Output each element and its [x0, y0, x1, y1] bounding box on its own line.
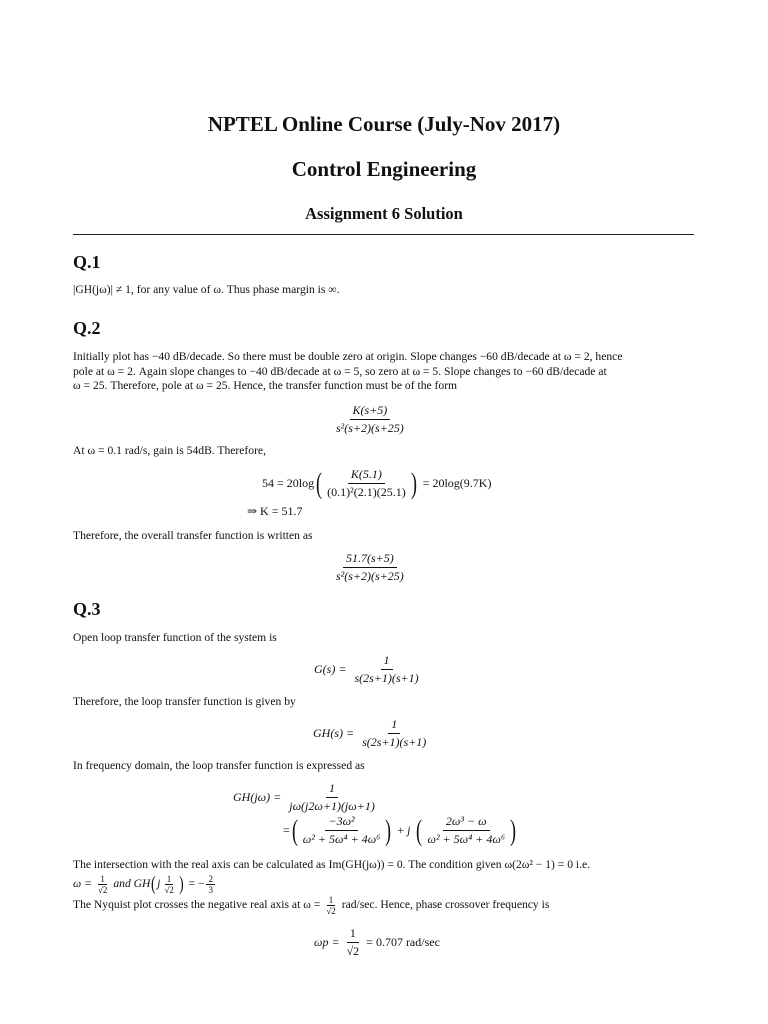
q2-heading: Q.2 — [73, 318, 101, 338]
q2-paragraph-3: Therefore, the overall transfer function is written as — [73, 529, 313, 542]
assignment-title: Assignment 6 Solution — [305, 204, 463, 223]
q3-line-4a: The intersection with the real axis can be calculated as Im(GH(jω)) = 0. The condition given ω(2ω² − 1) = 0 i.e. — [73, 858, 591, 871]
q3-gh-lhs: GH(s) = — [313, 726, 355, 740]
q2-transfer-function — [333, 403, 407, 436]
q3-omega-eq: ω = — [73, 876, 92, 890]
q2-eq-rhs: = 20log(9.7K) — [422, 476, 492, 490]
q3-result-den: 3 — [208, 884, 213, 895]
q2-final-numerator: 51.7(s+5) — [343, 551, 397, 568]
q3-open-loop-tf — [314, 653, 422, 686]
q2-eq-numerator: K(5.1) — [348, 467, 385, 484]
q2-eq-denominator: (0.1)²(2.1)(25.1) — [327, 485, 406, 499]
q3-gh-arg-num: 1 — [166, 873, 172, 884]
q3-crossover-num: 1 — [328, 894, 334, 905]
q3-loop-tf — [313, 717, 429, 750]
q2-line-1: Initially plot has −40 dB/decade. So there must be double zero at origin. Slope changes −60 dB/decade at ω = 2, hence — [73, 350, 623, 363]
q2-tf-numerator: K(s+5) — [350, 403, 391, 420]
q3-paragraph-2: Therefore, the loop transfer function is given by — [73, 695, 296, 708]
q3-omega-fraction — [96, 874, 109, 895]
q3-wp-numerator: 1 — [347, 926, 359, 943]
q3-paragraph-3: In frequency domain, the loop transfer function is expressed as — [73, 759, 365, 772]
q3-freq-tf — [233, 781, 378, 814]
q3-g-lhs: G(s) = — [314, 662, 347, 676]
q3-line-5 — [73, 895, 694, 916]
q3-gh-arg-fraction — [162, 874, 175, 895]
q3-g-numerator: 1 — [381, 653, 393, 670]
q3-im-fraction — [424, 814, 508, 847]
q3-crossover-fraction — [324, 895, 337, 916]
q3-line-4b: ω = $\frac{1}{√2}$ and GH ( j $\frac{1}{√2}$ ) = − $\frac{2}{3}$ — [73, 873, 213, 896]
q3-wp-denominator: √2 — [346, 944, 360, 958]
q3-gh-denominator: s(2s+1)(s+1) — [362, 735, 427, 749]
q2-line-2: pole at ω = 2. Again slope changes to −40 dB/decade at ω = 5, so zero at ω = 5. Slope changes to −60 dB/decade at — [73, 364, 607, 378]
q3-omega-num: 1 — [100, 873, 105, 884]
q2-tf-fraction — [333, 403, 407, 436]
q3-im-numerator: 2ω³ − ω — [443, 814, 490, 831]
q3-g-denominator: s(2s+1)(s+1) — [354, 671, 419, 685]
q3-ghj-fraction — [286, 781, 378, 814]
q3-wp-lhs: ωp = — [314, 935, 340, 949]
q3-ghj-numerator: 1 — [326, 781, 338, 798]
q1-text: |GH(jω)| ≠ 1, for any value of ω. Thus phase margin is ∞. — [73, 283, 340, 296]
q3-para5-b: rad/sec. Hence, phase crossover frequency is — [341, 897, 550, 911]
q3-omega-den: √2 — [97, 884, 108, 895]
q3-g-fraction — [351, 653, 421, 686]
q3-real-imag-form: = ( $\frac{\text{−3ω²}}{\text{ω² + 5ω⁴ + 4ω⁶}}$ ) + j ( $\frac{\text{2ω³ − ω}}{\text{ω² + 5ω⁴ + 4ω⁶}}$ ) — [283, 813, 517, 847]
q3-gh-arg-den: √2 — [164, 884, 174, 895]
q3-paragraph-4 — [73, 858, 694, 916]
q3-crossover-den: √2 — [326, 905, 336, 916]
q3-gh-fraction — [359, 717, 429, 750]
q3-re-numerator: −3ω² — [325, 814, 357, 831]
q2-final-denominator: s²(s+2)(s+25) — [336, 569, 404, 583]
q2-final-fraction — [333, 551, 407, 584]
q3-equals-sign: = — [283, 823, 290, 837]
q3-re-denominator: ω² + 5ω⁴ + 4ω⁶ — [302, 832, 381, 846]
q2-k-result: ⇒ K = 51.7 — [247, 504, 303, 518]
q2-line-3: ω = 25. Therefore, pole at ω = 25. Hence, the transfer function must be of the form — [73, 379, 458, 393]
q3-result-num: 2 — [208, 873, 213, 884]
q2-eq-log: 20log — [286, 476, 315, 490]
header-rule — [73, 234, 694, 235]
q1-heading: Q.1 — [73, 252, 101, 272]
q3-ghj-lhs: GH(jω) = — [233, 790, 282, 804]
q3-wp-rhs: = 0.707 rad/sec — [366, 935, 440, 949]
q3-paragraph-1: Open loop transfer function of the system is — [73, 631, 277, 644]
q3-equals-minus: = − — [188, 876, 205, 890]
q3-and-gh: and GH — [113, 876, 151, 890]
q2-final-transfer-function — [333, 551, 407, 584]
q2-eq-fraction — [324, 467, 409, 500]
q3-re-fraction — [300, 814, 384, 847]
q2-paragraph-1 — [73, 350, 694, 394]
q3-im-denominator: ω² + 5ω⁴ + 4ω⁶ — [427, 832, 506, 846]
q3-j-symbol: j — [157, 876, 161, 890]
q2-tf-denominator: s²(s+2)(s+25) — [336, 421, 404, 435]
subject-title: Control Engineering — [291, 157, 477, 181]
q3-wp-fraction — [344, 926, 363, 959]
q3-result-fraction — [206, 874, 215, 895]
q3-heading: Q.3 — [73, 599, 101, 619]
q2-gain-equation: 54 = 20log ( $\frac{K(5.1)}{\text{(0.1)²(2.1)(25.1)}}$ ) = 20log(9.7K) — [262, 466, 492, 500]
q3-ghj-denominator: jω(j2ω+1)(jω+1) — [289, 799, 375, 813]
q3-phase-crossover — [314, 926, 440, 959]
q2-paragraph-2: At ω = 0.1 rad/s, gain is 54dB. Therefore, — [73, 444, 266, 457]
q2-eq-lhs: 54 = — [262, 476, 284, 490]
course-title: NPTEL Online Course (July-Nov 2017) — [207, 112, 561, 136]
q3-para5-a: The Nyquist plot crosses the negative real axis at ω = — [73, 897, 321, 911]
q3-gh-numerator: 1 — [388, 717, 400, 734]
q3-plus-j: + j — [397, 823, 411, 837]
